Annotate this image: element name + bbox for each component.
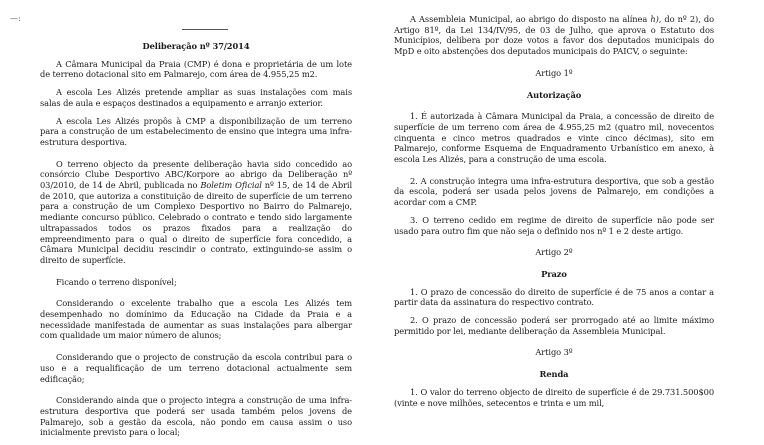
italic-text: h) [650,14,659,24]
article-heading: Artigo 1º [535,67,573,78]
paragraph: 2. O prazo de concessão poderá ser prorrogado até ao limite máximo permitido por lei, mediante deliberação da Assembleia Municipal. [394,315,714,336]
text: nº 15, de 14 de [261,180,332,191]
paragraph: 1. É autorizada à Câmara Municipal da Praia, a concessão de direito de superfície de um terreno com área de 4.955,25 m2 (quatro mil, novecentos cinquenta e cinco metros quadrados e vinte cinco décimas), sito em Palmarejo, conforme Esquema de Enquadramento Urbanístico em anexo, à escola Les Alizés, para a construção de uma escola. [394,111,714,165]
divider [182,29,228,30]
right-column [394,14,714,415]
paragraph: Considerando o excelente trabalho que a escola Les Alizés tem desempenhado no domínimo da Educação na Cidade da Praia e a necessidade manifestada de aumentar as suas instalações para albergar com qualidade um maior número de alunos; [40,298,352,341]
paragraph: A Câmara Municipal da Praia (CMP) é dona e proprietária de um lote de terreno dotacional sito em Palmarejo, com área de 4.955,25 m2. [40,58,352,80]
paragraph: 2. A construção integra uma infra-estrutura desportiva, que sob a gestão da escola, poderá ser usada pelos jovens de Palmarejo, em condições a acordar com a CMP. [394,175,714,208]
paragraph: Considerando que o projecto de construção da escola contribui para o uso e a requalificação de um terreno dotacional actualmente sem edificação; [40,352,352,384]
article-title: Autorização [526,89,582,100]
page-mark: —: [10,14,21,23]
text: Abril de 2010, que autoriza a constituição de direito de superfície de um terreno para a construção de um Complexo Desportivo no Bairro do Palmarejo, mediante concurso público. Celebrado o contrato e tendo sido largamente ultrapassados todos os prazos fixados para a realização do empreendimento para o qual o direito de superfície fora concedido, a Câmara Municipal decidiu rescindir o contrato, extinguindo-se assim o direito de superfície. [40,180,352,265]
article-heading: Artigo 3º [535,347,573,358]
paragraph: Considerando ainda que o projecto integra a construção de uma infra-estrutura desportiva que poderá ser usada também pelos jovens de Palmarejo, sob a gestão da escola, não pondo em causa assim o uso inicialmente previsto para o local; [40,395,352,438]
article-title: Prazo [541,268,567,279]
paragraph: Ficando o terreno disponível; [56,276,177,287]
paragraph: 3. O terreno cedido em regime de direito de superfície não pode ser usado para outro fim que não seja o definido nos nº 1 e 2 deste artigo. [394,214,714,236]
article-title: Renda [539,369,569,380]
article-heading: Artigo 2º [535,247,573,258]
document-title: Deliberação nº 37/2014 [142,41,250,51]
paragraph: A escola Les Alizés propôs à CMP a disponibilização de um terreno para a construção de um estabelecimento de ensino que integra uma infra-estrutura desportiva. [40,115,352,147]
italic-text: Boletim Oficial [200,180,262,191]
paragraph [40,159,352,266]
paragraph: A escola Les Alizés pretende ampliar as suas instalações com mais salas de aula e espaços destinados a equipamento e arranjo exterior. [40,87,352,108]
left-column [40,41,352,445]
text: A Assembleia Municipal, ao abrigo do disposto na alínea [410,14,651,24]
text: , do nº 2), do Artigo 81º, da Lei 134/IV/95, de 03 de Julho, que aprova o Estatuto dos Municípios, delibera por doze votos a favor dos deputados municipais do MpD e oito abstenções dos deputados municipais do PAICV, o seguinte: [394,14,714,57]
paragraph: 1. O prazo de concessão do direito de superfície é de 75 anos a contar a partir data da assinatura do respectivo contrato. [394,286,714,308]
paragraph: 1. O valor do terreno objecto de direito de superfície é de 29.731.500$00 (vinte e nove milhões, setecentos e trinta e um mil, [394,386,714,408]
paragraph [394,14,714,57]
text: O terreno objecto da presente deliberação havia sido concedido ao consórcio Clube Desportivo ABC/Korpore ao abrigo da Deliberação nº 03/2010, de 14 de Abril, publicada no [40,158,352,191]
